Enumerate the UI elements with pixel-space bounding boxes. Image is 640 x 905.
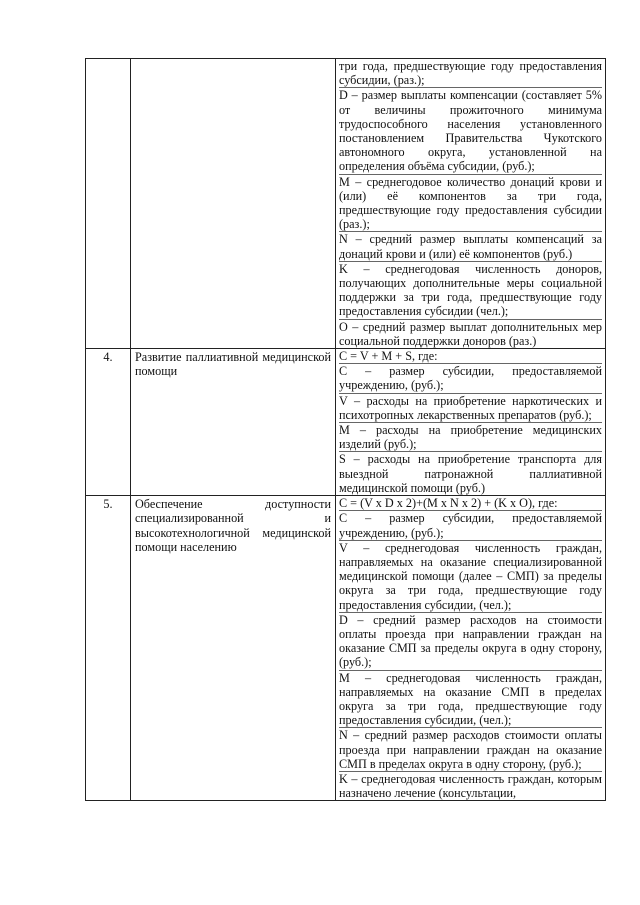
row-name (131, 59, 336, 349)
formula-paragraph: D – средний размер расходов на стоимости оплаты проезда при направлении граждан на оказание СМП за пределы округа в одну сторону, (руб.); (339, 612, 602, 670)
table-row (86, 349, 606, 496)
formula-paragraph: K – среднегодовая численность доноров, получающих дополнительные меры социальной поддержки за три года, предшествующие году предоставления субсидии (чел.); (339, 261, 602, 319)
row-number (86, 59, 131, 349)
row-description (336, 59, 606, 349)
formula-paragraph: V – расходы на приобретение наркотических и психотропных лекарственных препаратов (руб.); (339, 393, 602, 422)
row-number: 5. (86, 496, 131, 801)
subsidy-formula-table (85, 58, 606, 801)
formula-paragraph: M – среднегодовое количество донаций крови и (или) её компонентов за три года, предшествующие году предоставления субсидии (раз.); (339, 174, 602, 232)
row-description (336, 496, 606, 801)
row-description (336, 349, 606, 496)
formula-paragraph: V – среднегодовая численность граждан, направляемых на оказание специализированной медицинской помощи (далее – СМП) за пределы округа за три года, предшествующие году предоставления субсидии, (чел.); (339, 540, 602, 612)
table-row (86, 59, 606, 349)
formula-paragraph: K – среднегодовая численность граждан, которым назначено лечение (консультации, (339, 771, 602, 801)
formula-paragraph: C = (V x D x 2)+(M x N x 2) + (K x O), где: (339, 496, 602, 511)
formula-paragraph: M – среднегодовая численность граждан, направляемых на оказание СМП в пределах округа за три года, предшествующие году предоставления субсидии, (чел.); (339, 670, 602, 728)
formula-paragraph: три года, предшествующие году предоставления субсидии, (раз.); (339, 59, 602, 88)
row-name: Развитие паллиативной медицинской помощи (131, 349, 336, 496)
formula-paragraph: M – расходы на приобретение медицинских изделий (руб.); (339, 423, 602, 452)
row-number: 4. (86, 349, 131, 496)
formula-paragraph: S – расходы на приобретение транспорта для выездной патронажной паллиативной медицинской помощи (руб.) (339, 452, 602, 495)
formula-paragraph: O – средний размер выплат дополнительных мер социальной поддержки доноров (раз.) (339, 319, 602, 348)
formula-paragraph: N – средний размер расходов стоимости оплаты проезда при направлении граждан на оказание СМП в пределах округа в одну сторону, (руб.); (339, 728, 602, 771)
formula-paragraph: C = V + M + S, где: (339, 349, 602, 364)
formula-paragraph: C – размер субсидии, предоставляемой учреждению, (руб.); (339, 511, 602, 540)
formula-paragraph: C – размер субсидии, предоставляемой учреждению, (руб.); (339, 364, 602, 393)
formula-paragraph: D – размер выплаты компенсации (составляет 5% от величины прожиточного минимума трудоспособного населения установленного постановлением Правительства Чукотского автономного округа, установленной на определения объёма субсидии, (руб.); (339, 88, 602, 174)
row-name: Обеспечение доступности специализированной и высокотехнологичной медицинской помощи населению (131, 496, 336, 801)
table-row (86, 496, 606, 801)
formula-paragraph: N – средний размер выплаты компенсаций за донаций крови и (или) её компонентов (руб.) (339, 232, 602, 261)
